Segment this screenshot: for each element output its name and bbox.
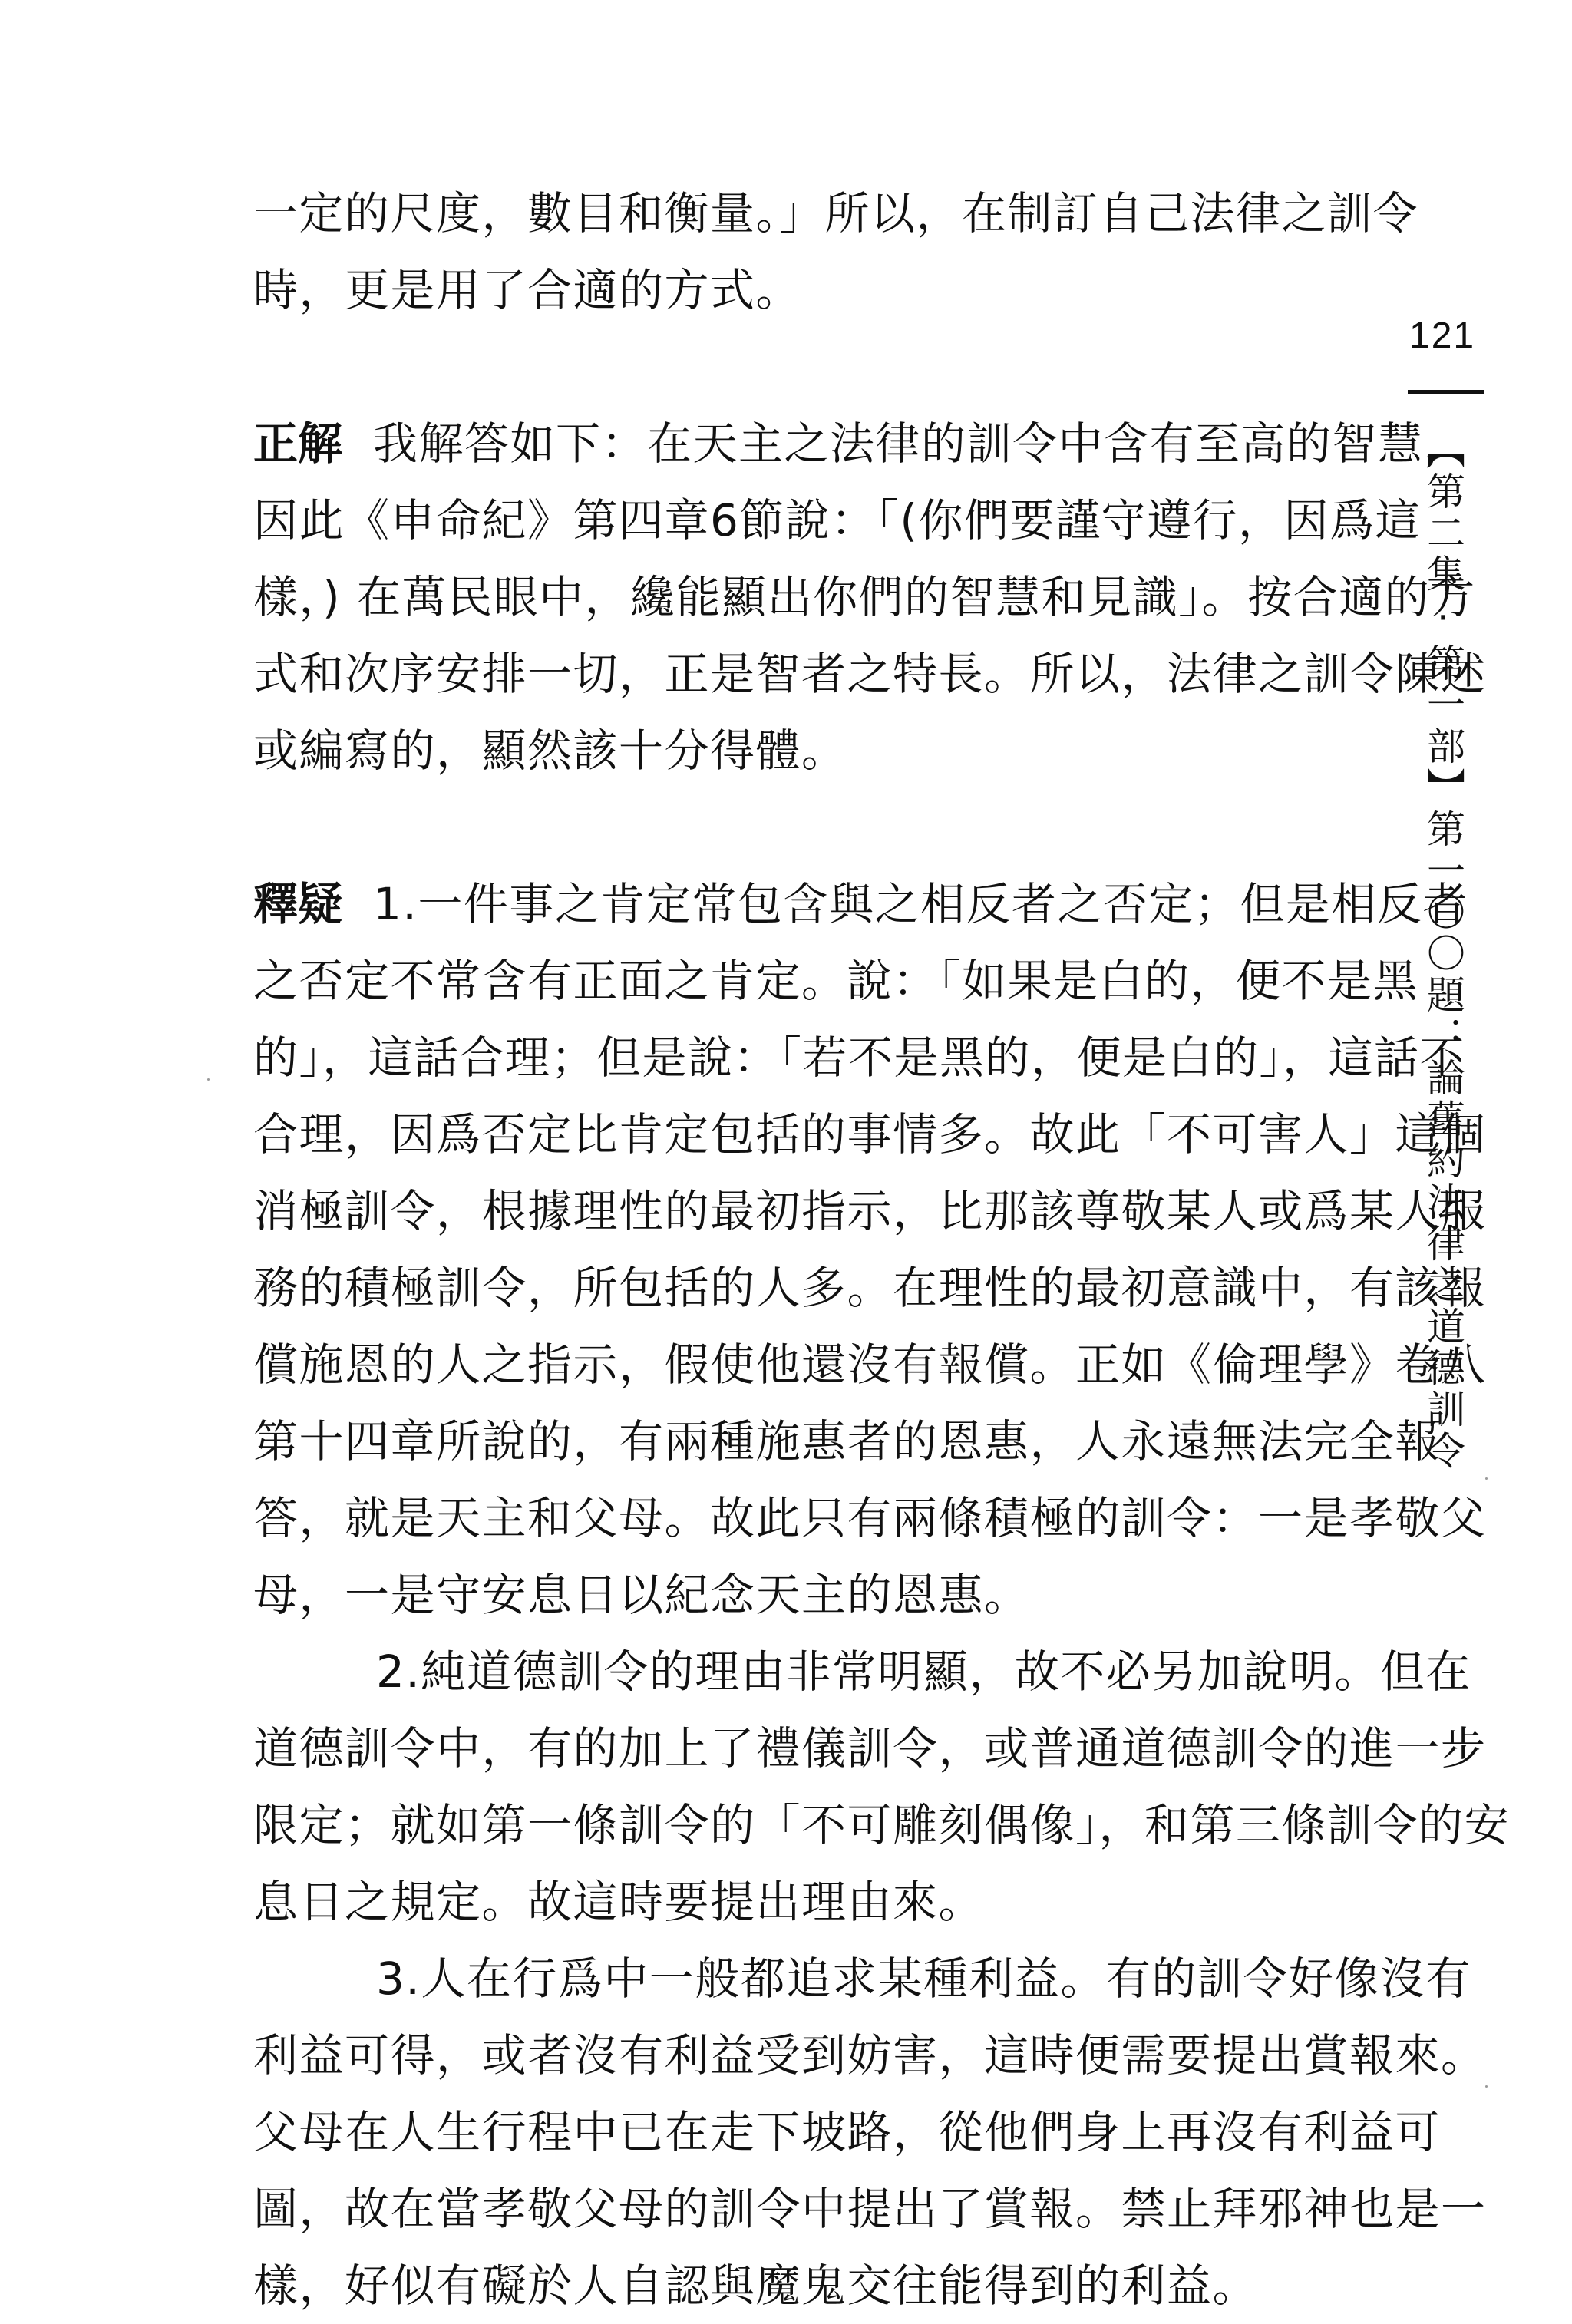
text-line: 因此《申命紀》第四章6節說：「(你們要謹守遵行，因爲這 xyxy=(253,494,1422,546)
intro-paragraph xyxy=(253,175,1419,328)
text-line: 答，就是天主和父母。故此只有兩條積極的訓令：一是孝敬父 xyxy=(253,1492,1487,1544)
answer-section xyxy=(253,405,1487,789)
text-line: 的」，這話合理；但是說：「若不是黑的，便是白的」，這話不 xyxy=(253,1032,1466,1084)
text-line: 時，更是用了合適的方式。 xyxy=(253,264,802,316)
scan-speck xyxy=(207,1078,210,1081)
text-line: 之否定不常含有正面之肯定。說：「如果是白的，便不是黑 xyxy=(253,955,1419,1007)
text-line xyxy=(253,405,1470,482)
text-line: 務的積極訓令，所包括的人多。在理性的最初意識中，有該報 xyxy=(253,1262,1487,1314)
text-line: 或編寫的，顯然該十分得體。 xyxy=(253,725,847,777)
running-header: 【第二集·第一部】第一〇〇題：論舊約法律之道德訓令 xyxy=(1421,430,1465,1472)
text-line: 償施恩的人之指示，假使他還沒有報償。正如《倫理學》卷八 xyxy=(253,1339,1487,1391)
text-line: 第十四章所說的，有兩種施惠者的恩惠，人永遠無法完全報 xyxy=(253,1415,1442,1467)
text-line: 消極訓令，根據理性的最初指示，比那該尊敬某人或爲某人服 xyxy=(253,1185,1487,1237)
text-line: 3.人在行爲中一般都追求某種利益。有的訓令好像沒有 xyxy=(376,1953,1471,2005)
text-line: 利益可得，或者沒有利益受到妨害，這時便需要提出賞報來。 xyxy=(253,2029,1487,2081)
reply-line-text: 1.一件事之肯定常包含與之相反者之否定；但是相反者 xyxy=(373,878,1468,930)
paragraph-gap xyxy=(253,789,1374,866)
text-line: 2.純道德訓令的理由非常明顯，故不必另加說明。但在 xyxy=(376,1646,1471,1698)
reply-2 xyxy=(253,1633,1511,1940)
reply-3 xyxy=(253,1940,1487,2324)
text-line: 樣，) 在萬民眼中，纔能顯出你們的智慧和見識」。按合適的方 xyxy=(253,571,1476,623)
text-line: 母，一是守安息日以紀念天主的恩惠。 xyxy=(253,1569,1030,1621)
text-line: 限定；就如第一條訓令的「不可雕刻偶像」，和第三條訓令的安 xyxy=(253,1799,1511,1851)
text-line: 合理，因爲否定比肯定包括的事情多。故此「不可害人」這個 xyxy=(253,1108,1487,1160)
text-line: 圖，故在當孝敬父母的訓令中提出了賞報。禁止拜邪神也是一 xyxy=(253,2183,1487,2235)
text-line: 樣，好似有礙於人自認與魔鬼交往能得到的利益。 xyxy=(253,2260,1259,2312)
answer-label: 正解 xyxy=(253,418,343,470)
text-line: 息日之規定。故這時要提出理由來。 xyxy=(253,1876,985,1928)
text-line: 一定的尺度，數目和衡量。」所以，在制訂自己法律之訓令 xyxy=(253,187,1419,239)
header-rule xyxy=(1408,390,1484,394)
text-line: 道德訓令中，有的加上了禮儀訓令，或普通道德訓令的進一步 xyxy=(253,1722,1487,1774)
replies-label: 釋疑 xyxy=(253,878,343,930)
paragraph-gap xyxy=(253,328,1374,405)
text-line: 父母在人生行程中已在走下坡路，從他們身上再沒有利益可 xyxy=(253,2106,1442,2158)
text-line: 式和次序安排一切，正是智者之特長。所以，法律之訓令陳述 xyxy=(253,648,1487,700)
answer-line-text: 我解答如下：在天主之法律的訓令中含有至高的智慧， xyxy=(373,418,1470,470)
scan-speck xyxy=(1485,2085,1488,2088)
text-line xyxy=(253,866,1468,942)
scan-speck xyxy=(1485,1477,1488,1480)
page-number: 121 xyxy=(1409,315,1476,356)
